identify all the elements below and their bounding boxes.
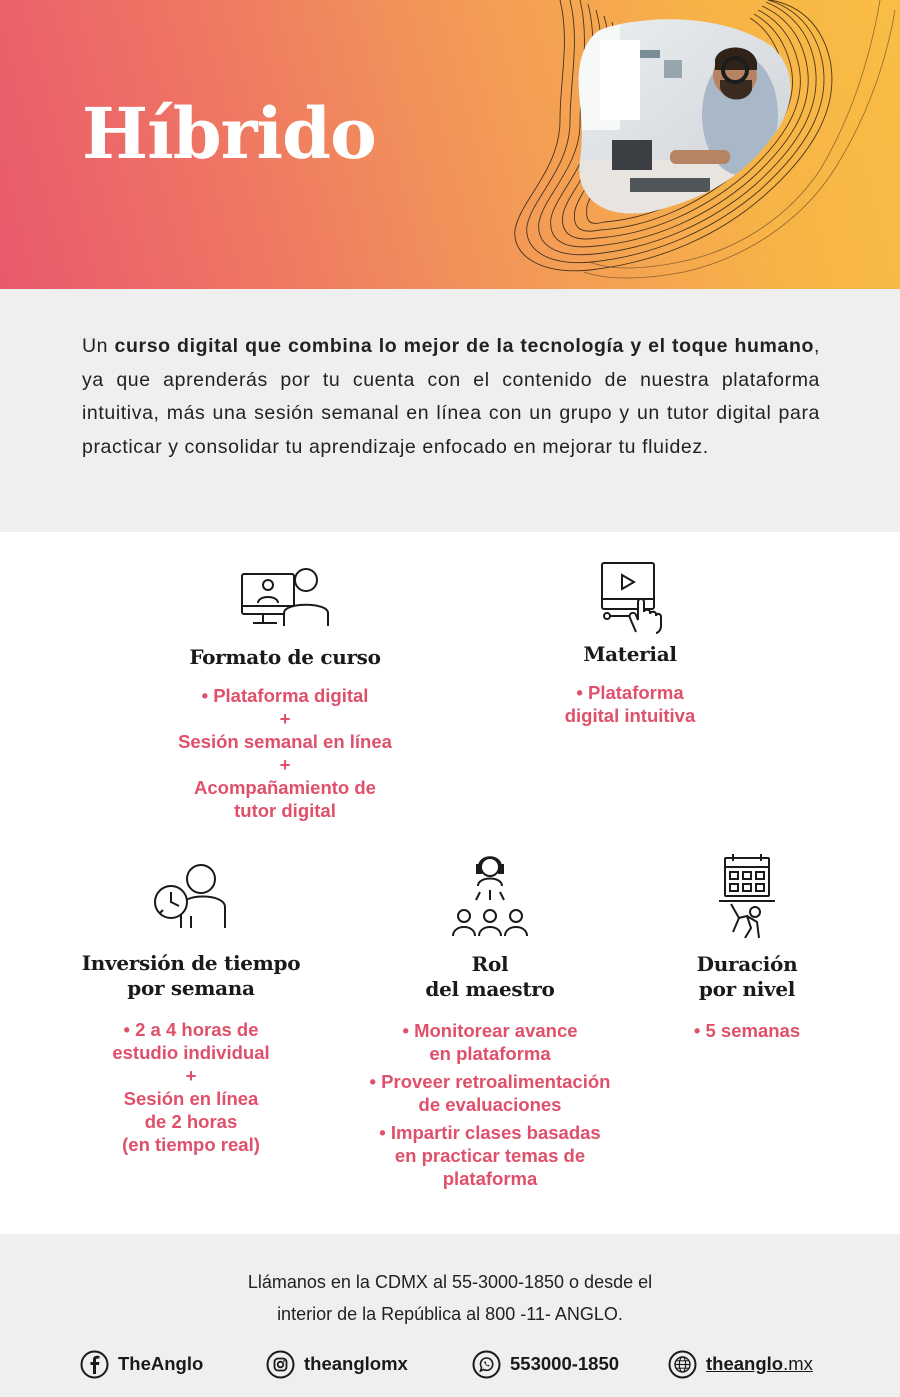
website-label	[706, 1353, 813, 1375]
contact-line-1: Llámanos en la CDMX al 55-3000-1850 o desde el	[247, 1272, 653, 1292]
website-tld: .mx	[783, 1353, 813, 1374]
duracion-title-2: por nivel	[698, 977, 796, 1001]
list-item: estudio individual	[112, 1042, 270, 1063]
list-item: • 5 semanas	[693, 1020, 801, 1041]
list-item: • Plataforma	[576, 682, 684, 703]
formato-title: Formato de curso	[189, 645, 381, 669]
list-item: en plataforma	[429, 1043, 551, 1064]
intro-text-start: Un	[82, 335, 115, 357]
list-item: plataforma	[442, 1168, 538, 1189]
calendar-person-icon	[717, 852, 777, 940]
list-item: en practicar temas de	[394, 1145, 586, 1166]
website-link[interactable]	[668, 1348, 813, 1380]
inversion-title	[61, 951, 321, 1001]
inversion-list	[61, 1018, 321, 1156]
list-item: Acompañamiento de	[194, 777, 376, 798]
duracion-title-1: Duración	[696, 952, 798, 976]
list-item: de evaluaciones	[418, 1094, 562, 1115]
list-item: tutor digital	[234, 800, 336, 821]
list-item: +	[279, 754, 291, 775]
person-clock-icon	[151, 862, 231, 930]
rol-title	[340, 952, 640, 1002]
whatsapp-label: 553000-1850	[510, 1353, 620, 1374]
intro-text-bold: curso digital que combina lo mejor de la tecnología y el toque humano	[114, 335, 814, 357]
list-item: • 2 a 4 horas de	[123, 1019, 259, 1040]
video-call-icon	[239, 565, 331, 629]
instagram-link[interactable]	[266, 1348, 408, 1380]
duracion-title	[667, 952, 827, 1002]
feature-rol	[340, 852, 640, 1190]
inversion-title-2: por semana	[127, 976, 255, 1000]
rol-list	[340, 1019, 640, 1190]
globe-icon	[668, 1350, 697, 1379]
intro-paragraph	[82, 330, 820, 465]
list-item: (en tiempo real)	[122, 1134, 260, 1155]
list-item: • Plataforma digital	[201, 685, 369, 706]
instagram-label: theanglomx	[304, 1353, 408, 1374]
person-with-headset-photo	[560, 0, 820, 230]
rol-title-1: Rol	[471, 952, 509, 976]
contact-section	[0, 1234, 900, 1397]
feature-material	[510, 560, 750, 727]
material-list	[510, 681, 750, 727]
feature-duracion	[667, 852, 827, 1042]
formato-list	[135, 684, 435, 822]
whatsapp-link[interactable]	[472, 1348, 619, 1380]
whatsapp-icon	[472, 1350, 501, 1379]
website-domain: theanglo	[706, 1353, 784, 1374]
facebook-label: TheAnglo	[118, 1353, 204, 1374]
material-title: Material	[583, 642, 677, 666]
list-item: Sesión semanal en línea	[178, 731, 392, 752]
feature-inversion	[61, 862, 321, 1156]
duracion-list	[667, 1019, 827, 1042]
feature-formato	[135, 565, 435, 822]
facebook-icon	[80, 1350, 109, 1379]
video-touch-icon	[594, 560, 666, 634]
page-title: Híbrido	[82, 92, 376, 175]
intro-section	[0, 289, 900, 532]
intro-text-end: , ya que aprenderás por tu cuenta con el contenido de nuestra plataforma intuitiva, más una sesión semanal en línea con un grupo y un tutor digital para practicar y consolidar tu aprendizaje enfocado en mejorar tu fluidez.	[82, 335, 820, 459]
list-item: • Proveer retroalimentación	[369, 1071, 611, 1092]
list-item: +	[279, 708, 291, 729]
instagram-icon	[266, 1350, 295, 1379]
list-item: • Monitorear avance	[402, 1020, 578, 1041]
rol-title-2: del maestro	[425, 977, 555, 1001]
teacher-group-icon	[448, 852, 532, 940]
hero-banner	[0, 0, 900, 289]
list-item: digital intuitiva	[564, 705, 696, 726]
facebook-link[interactable]	[80, 1348, 203, 1380]
list-item: de 2 horas	[144, 1111, 238, 1132]
list-item: +	[185, 1065, 197, 1086]
list-item: Sesión en línea	[123, 1088, 259, 1109]
list-item: • Impartir clases basadas	[379, 1122, 601, 1143]
contact-info	[0, 1266, 900, 1330]
inversion-title-1: Inversión de tiempo	[81, 951, 301, 975]
contact-line-2: interior de la República al 800 -11- ANGLO.	[277, 1304, 623, 1324]
